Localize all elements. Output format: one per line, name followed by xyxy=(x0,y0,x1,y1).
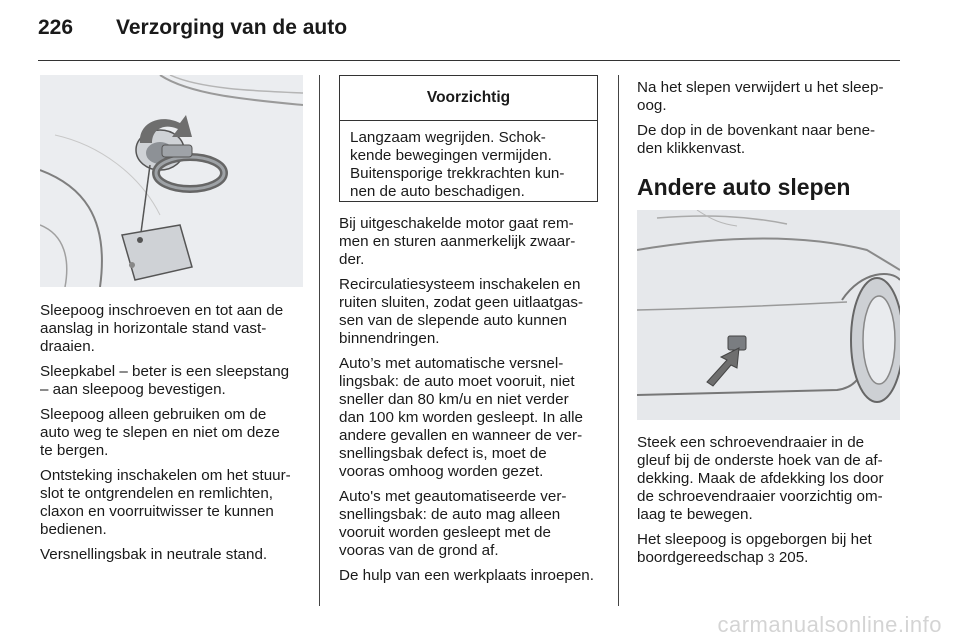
column-divider-left xyxy=(319,75,320,606)
paragraph-text: Het sleepoog is opgeborgen bij het boordgereedschap xyxy=(637,531,872,566)
paragraph: De dop in de bovenkant naar bene- den klikkenvast. xyxy=(637,122,876,157)
paragraph: Bij uitgeschakelde motor gaat rem- men en sturen aanmerkelijk zwaar- der. xyxy=(339,215,576,268)
page-number: 226 xyxy=(38,16,74,39)
paragraph: Auto’s met automatische versnel- lingsbak: de auto moet vooruit, niet sneller dan 80 km/u en niet verder dan 100 km worden gesleept. In alle andere gevallen en wanneer de ver- snellingsbak defect is, moet de vooras omhoog worden gezet. xyxy=(339,355,584,480)
figure-towing-eye-rear xyxy=(637,210,900,420)
page-reference-link[interactable]: 205. xyxy=(778,549,809,566)
column-right-top-text xyxy=(637,79,907,165)
caution-text: Langzaam wegrijden. Schok- kende bewegingen vermijden. Buitensporige trekkrachten kun- nen de auto beschadigen. xyxy=(350,129,565,200)
paragraph xyxy=(637,531,907,567)
towing-eye-illustration xyxy=(40,75,303,287)
header-divider xyxy=(38,60,900,61)
paragraph: Auto's met geautomatiseerde ver- snellingsbak: de auto mag alleen vooruit worden gesleept met de vooras van de grond af. xyxy=(339,488,567,559)
paragraph: Recirculatiesysteem inschakelen en ruiten sluiten, zodat geen uitlaatgas- sen van de slepende auto kunnen binnendringen. xyxy=(339,276,584,347)
caution-title: Voorzichtig xyxy=(340,76,597,121)
column-divider-right xyxy=(618,75,619,606)
figure-towing-eye-front xyxy=(40,75,303,287)
section-heading: Andere auto slepen xyxy=(637,174,851,200)
paragraph: Sleepoog inschroeven en tot aan de aanslag in horizontale stand vast- draaien. xyxy=(40,302,284,355)
watermark: carmanualsonline.info xyxy=(717,612,942,637)
column-right-bottom-text xyxy=(637,434,907,574)
column-middle-text xyxy=(339,215,611,592)
paragraph: Versnellingsbak in neutrale stand. xyxy=(40,546,268,563)
paragraph: Steek een schroevendraaier in de gleuf bij de onderste hoek van de af- dekking. Maak de afdekking los door de schroevendraaier voorzichtig om- laag te bewegen. xyxy=(637,434,884,523)
page-title: Verzorging van de auto xyxy=(116,16,348,39)
page-reference-icon: 3 xyxy=(767,551,775,565)
column-left-text xyxy=(40,302,310,571)
paragraph: Ontsteking inschakelen om het stuur- slot te ontgrendelen en remlichten, claxon en voorruitwisser te kunnen bedienen. xyxy=(40,467,291,538)
paragraph: Sleepoog alleen gebruiken om de auto weg te slepen en niet om deze te bergen. xyxy=(40,406,280,459)
paragraph: Sleepkabel – beter is een sleepstang – aan sleepoog bevestigen. xyxy=(40,363,290,398)
rear-bumper-illustration xyxy=(637,210,900,420)
paragraph: De hulp van een werkplaats inroepen. xyxy=(339,567,594,584)
caution-box xyxy=(339,75,598,202)
tow-eye-cover xyxy=(728,336,746,350)
paragraph: Na het slepen verwijdert u het sleep- oog. xyxy=(637,79,884,114)
